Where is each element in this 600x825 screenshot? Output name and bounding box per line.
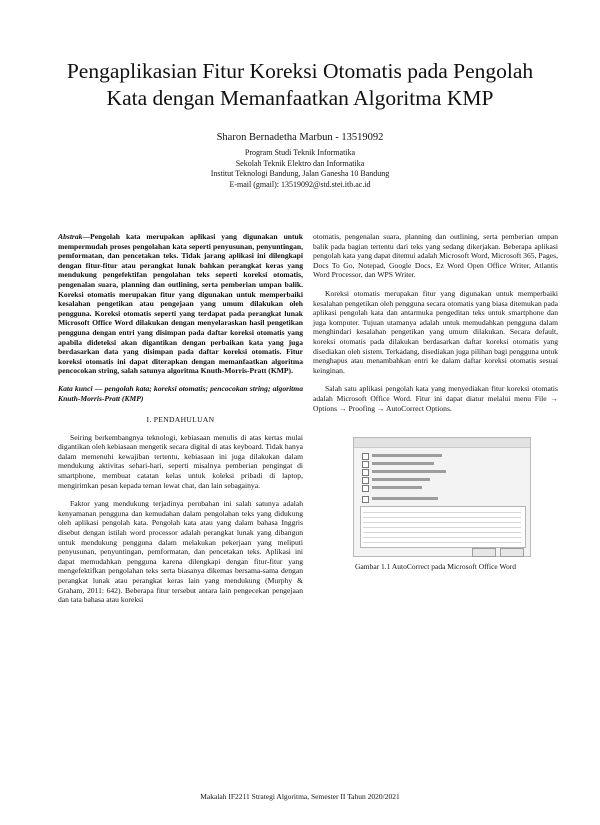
table-row xyxy=(363,537,521,538)
body-paragraph: otomatis, pengenalan suara, planning dan outlining, serta pemberian umpan balik pada bagian tertentu dari teks yang sedang dikerjakan. Beberapa aplikasi pengolah kata yang dapat ditemui adalah Microsoft Word, Microsoft 365, Pages, Docs To Go, Notepad, Google Docs, Ez Word Open Office Writer, Atlantis Word Processor, dan WPS Writer. xyxy=(313,232,558,280)
dialog-button xyxy=(500,548,524,557)
body-paragraph: Koreksi otomatis merupakan fitur yang digunakan untuk memperbaiki kesalahan pengetikan oleh pengguna secara otomatis yang biasa ditemukan pada aplikasi pengolah kata dan antarmuka pengeditan teks untuk smartphone dan juga komputer. Tujuan utamanya adalah untuk memudahkan pengguna dalam menghindari kesalahan pengetikan yang umum dilakukan. Secara default, koreksi otomatis pada dilakukan berdasarkan daftar koreksi otomatis yang disediakan oleh sistem. Terkadang, disediakan juga pilihan bagi pengguna untuk menghapus atau menambahkan entri ke dalam daftar koreksi otomatis sesuai keinginan. xyxy=(313,288,558,375)
checkbox-icon xyxy=(362,496,369,503)
checkbox-icon xyxy=(362,461,369,468)
body-paragraph: Salah satu aplikasi pengolah kata yang menyediakan fitur koreksi otomatis adalah Microsoft Office Word. Fitur ini dapat diatur melalui menu File → Options → Proofing → AutoCorrect Options. xyxy=(313,384,558,413)
replace-with-table xyxy=(360,506,526,548)
paper-title xyxy=(20,58,580,112)
table-row xyxy=(363,532,521,533)
body-paragraph: Seiring berkembangnya teknologi, kebiasaan menulis di atas kertas mulai digantikan oleh kebiasaan mengetik secara digital di atas keyboard. Tidak hanya dalam memenuhi kewajiban tertentu, kebiasaan ini juga dilakukan dalam mendukung aktivitas sehari-hari, seperti misalnya pemberian pengingat di smartphone, membuat catatan kelas untuk koleksi pribadi di laptop, mengirimkan pesan kepada teman lewat chat, dan lain sebagainya. xyxy=(58,432,303,490)
checkbox-icon xyxy=(362,453,369,460)
option-line xyxy=(372,470,446,473)
affiliation-line: Institut Teknologi Bandung, Jalan Ganesha 10 Bandung xyxy=(210,169,390,178)
checkbox-icon xyxy=(362,477,369,484)
left-column xyxy=(58,232,303,605)
option-line xyxy=(372,478,430,481)
affiliation-email: E-mail (gmail): 13519092@std.stei.itb.ac.id xyxy=(229,179,371,189)
title-line-1: Pengaplikasian Fitur Koreksi Otomatis pada Pengolah xyxy=(66,59,534,83)
author-name: Sharon Bernadetha Marbun - 13519092 xyxy=(216,132,384,143)
autocorrect-dialog-figure xyxy=(353,437,531,557)
option-line xyxy=(372,454,442,457)
option-line xyxy=(372,497,438,500)
table-row xyxy=(363,542,521,543)
checkbox-icon xyxy=(362,469,369,476)
figure-caption: Gambar 1.1 AutoCorrect pada Microsoft Office Word xyxy=(355,562,516,571)
title-line-2: Kata dengan Memanfaatkan Algoritma KMP xyxy=(106,86,494,110)
abstract xyxy=(58,232,303,376)
option-line xyxy=(372,462,434,465)
right-column xyxy=(313,232,558,413)
dialog-tab-bar xyxy=(354,438,530,448)
dialog-button xyxy=(472,548,496,557)
abstract-text: —Pengolah kata merupakan aplikasi yang digunakan untuk mempermudah proses pengolahan kata seperti penyusunan, penyuntingan, pemformatan, dan pencetakan teks. Tidak jarang aplikasi ini dilengkapi dengan fitur-fitur atau perangkat lunak bahkan perangkat keras yang mendukung pengefektifan pengolahan teks seperti koreksi otomatis, pengenalan suara, planning dan outlining, serta pemberian umpan balik. Koreksi otomatis merupakan fitur yang digunakan untuk memperbaiki kesalahan pengetikan atau pengejaan yang umum dilakukan oleh pengguna. Koreksi otomatis seperti yang terdapat pada perangkat lunak Microsoft Office Word dilakukan dengan menyelaraskan hasil pengetikan pengguna dengan entri yang disimpan pada daftar koreksi otomatis yang apabila dideteksi akan digantikan dengan perbaikan kata yang juga berdasarkan data yang disimpan pada daftar koreksi otomatis. Fitur koreksi otomatis ini dapat diterapkan dengan memanfaatkan algoritma pencocokan string, salah satunya algoritma Knuth-Morris-Pratt (KMP). xyxy=(58,232,303,376)
affiliation-line: Sekolah Teknik Elektro dan Informatika xyxy=(235,158,365,168)
option-line xyxy=(372,486,422,489)
checkbox-icon xyxy=(362,485,369,492)
table-row xyxy=(363,512,521,513)
table-row xyxy=(363,517,521,518)
page-footer: Makalah IF2211 Strategi Algoritma, Semester II Tahun 2020/2021 xyxy=(200,792,400,801)
body-paragraph: Faktor yang mendukung terjadinya perubahan ini salah satunya adalah kenyamanan pengguna dan kemudahan dalam pengolahan teks yang didukung oleh aplikasi pengolah kata. Pengolah kata atau yang dalam bahasa Inggris disebut dengan istilah word processor adalah perangkat lunak yang dibangun untuk mendukung pengguna dalam melakukan pekerjaan yang meliputi penyusunan, penyuntingan, pemformatan, dan pencetakan teks. Aplikasi ini dapat memudahkan pengguna karena dilengkapi dengan fitur-fitur yang mengefektifkan pengolahan teks serta biasanya dikemas bersama-sama dengan perangkat lunak atau perangkat keras lain yang mendukung (Murphy & Graham, 2011: 642). Beberapa fitur tersebut antara lain pengecekan pengejaan dan tata bahasa atau koreksi xyxy=(58,499,303,605)
table-row xyxy=(363,527,521,528)
section-heading: I. PENDAHULUAN xyxy=(146,415,215,425)
table-row xyxy=(363,522,521,523)
affiliation-block xyxy=(0,148,600,190)
abstract-lead: Abstrak xyxy=(58,232,83,241)
keywords: Kata kunci — pengolah kata; koreksi otomatis; pencocokan string; algoritma Knuth-Morris-Pratt (KMP) xyxy=(58,383,303,403)
affiliation-line: Program Studi Teknik Informatika xyxy=(244,148,356,157)
